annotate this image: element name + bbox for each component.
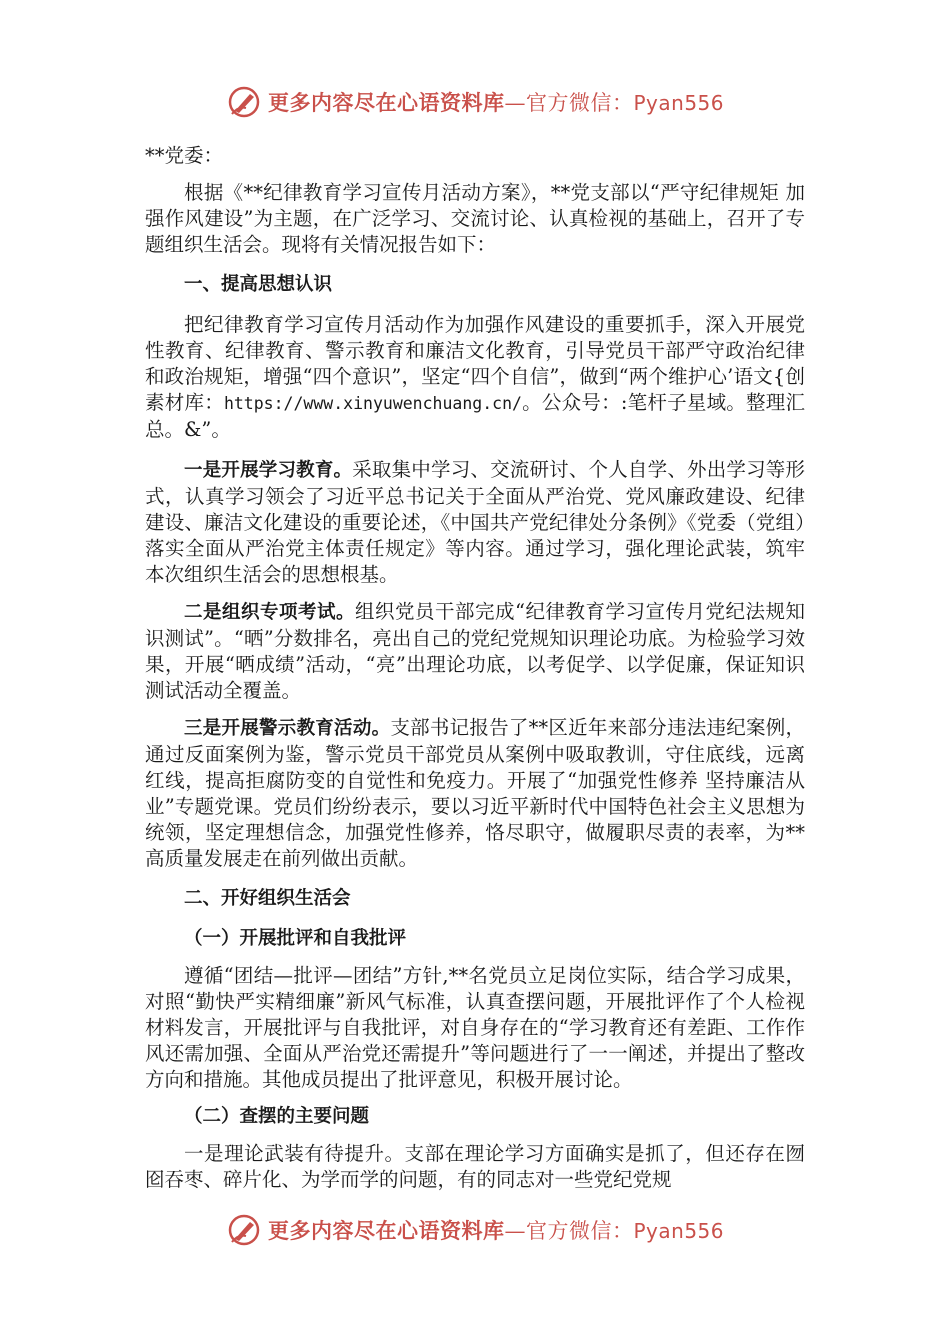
subsection-1-heading: （一）开展批评和自我批评 [184, 928, 407, 949]
subsection-2-heading: （二）查摆的主要问题 [184, 1106, 370, 1127]
source-url: https://www.xinyuwenchuang.cn/ [223, 394, 522, 413]
banner-text: 更多内容尽在心语资料库—官方微信：Pyan556 [267, 90, 724, 115]
footer-watermark-banner [0, 1210, 950, 1250]
intro-paragraph: 根据《**纪律教育学习宣传月活动方案》，**党支部以“严守纪律规矩 加强作风建设”为主题，在广泛学习、交流讨论、认真检视的基础上，召开了专题组织生活会。现将有关情况报告如下： [145, 181, 805, 256]
pen-logo-icon [226, 84, 262, 120]
item-3-paragraph: 三是开展警示教育活动。支部书记报告了**区近年来部分违法违纪案例，通过反面案例为鉴，警示党员干部党员从案例中吸取教训，守住底线，远离红线，提高拒腐防变的自觉性和免疫力。开展了“加强党性修养 坚持廉洁从业”专题党课。党员们纷纷表示，要以习近平新时代中国特色社会主义思想为统领，坚定理想信念，加强党性修养，恪尽职守，做履职尽责的表率，为**高质量发展走在前列做出贡献。 [145, 716, 805, 870]
item-1-paragraph: 一是开展学习教育。采取集中学习、交流研讨、个人自学、外出学习等形式，认真学习领会了习近平总书记关于全面从严治党、党风廉政建设、纪律建设、廉洁文化建设的重要论述，《中国共产党纪律处分条例》《党委（党组）落实全面从严治党主体责任规定》等内容。通过学习，强化理论武装，筑牢本次组织生活会的思想根基。 [145, 458, 805, 586]
header-watermark-banner [0, 82, 950, 122]
subsection-2-paragraph: 一是理论武装有待提升。支部在理论学习方面确实是抓了，但还存在囫囵吞枣、碎片化、为学而学的问题，有的同志对一些党纪党规 [145, 1142, 805, 1191]
banner-text: 更多内容尽在心语资料库—官方微信：Pyan556 [267, 1218, 724, 1243]
salutation: **党委： [145, 144, 224, 167]
document-body [145, 143, 805, 1193]
pen-logo-icon [226, 1212, 262, 1248]
section-2-heading: 二、开好组织生活会 [184, 888, 351, 909]
item-2-paragraph: 二是组织专项考试。组织党员干部完成“纪律教育学习宣传月党纪法规知识测试”。“晒”分数排名，亮出自己的党纪党规知识理论功底。为检验学习效果，开展“晒成绩”活动，“亮”出理论功底，以考促学、以学促廉，保证知识测试活动全覆盖。 [145, 600, 805, 702]
subsection-1-paragraph: 遵循“团结—批评—团结”方针,**名党员立足岗位实际，结合学习成果，对照“勤快严实精细廉”新风气标准，认真查摆问题，开展批评作了个人检视材料发言，开展批评与自我批评，对自身存在的“学习教育还有差距、工作作风还需加强、全面从严治党还需提升”等问题进行了一一阐述，并提出了整改方向和措施。其他成员提出了批评意见，积极开展讨论。 [145, 964, 805, 1091]
section-1-paragraph: 把纪律教育学习宣传月活动作为加强作风建设的重要抓手，深入开展党性教育、纪律教育、警示教育和廉洁文化教育，引导党员干部严守政治纪律和政治规矩，增强“四个意识”，坚定“四个自信”，做到“两个维护心’语文{创素材库：https://www.xinyuwenchuang.cn/。公众号：:笔杆子星域。整理汇总。&”。 [145, 313, 805, 441]
section-1-heading: 一、提高思想认识 [184, 274, 333, 295]
